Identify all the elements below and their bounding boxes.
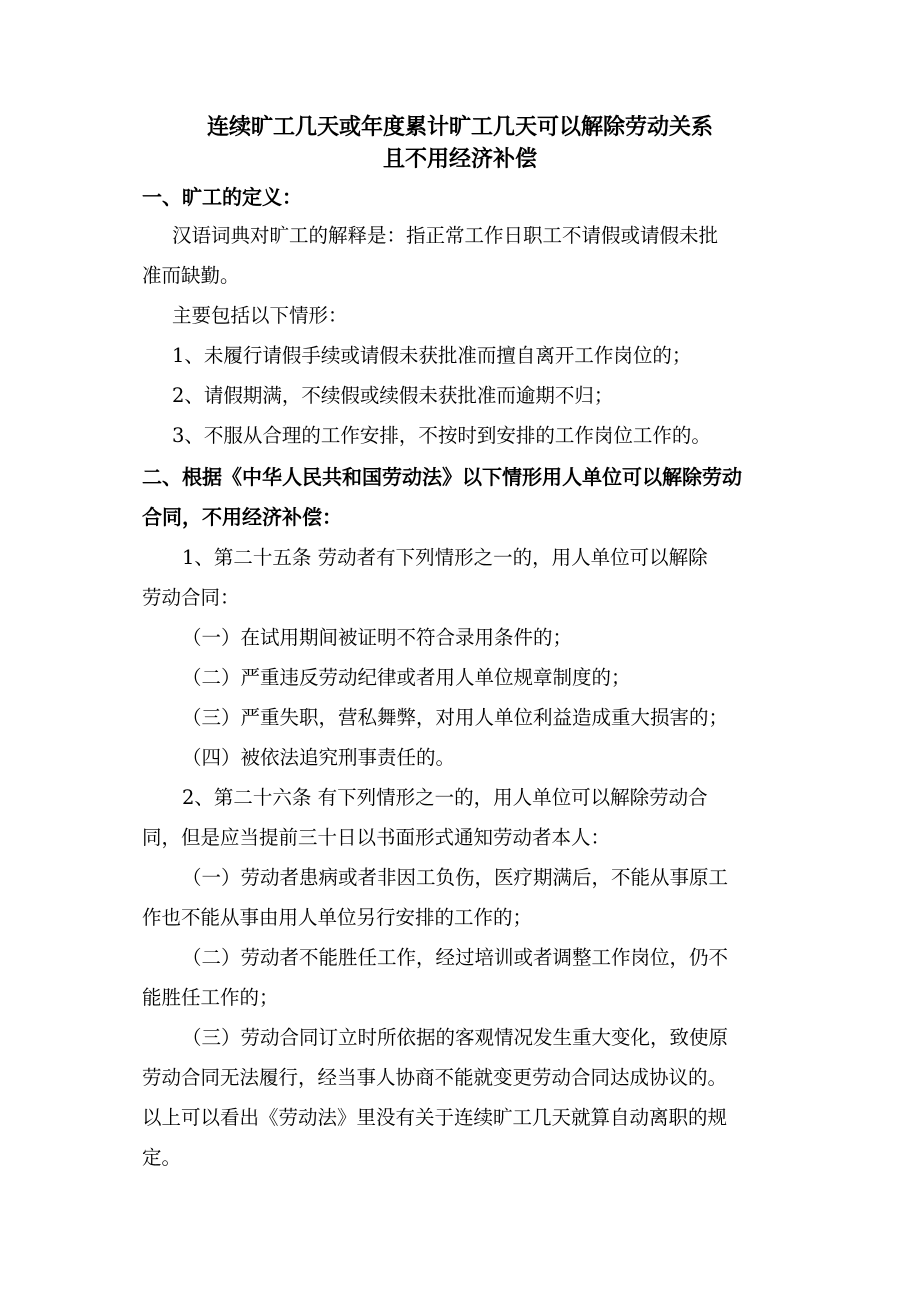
article26-item-1-line1: （一）劳动者患病或者非因工负伤，医疗期满后，不能从事原工 xyxy=(182,866,729,889)
situation-item-3: 3、不服从合理的工作安排，不按时到安排的工作岗位工作的。 xyxy=(172,424,711,447)
conclusion-line1: 以上可以看出《劳动法》里没有关于连续旷工几天就算自动离职的规 xyxy=(142,1106,728,1129)
article25-item-2: （二）严重违反劳动纪律或者用人单位规章制度的； xyxy=(182,666,631,689)
definition-line1: 汉语词典对旷工的解释是：指正常工作日职工不请假或请假未批 xyxy=(172,224,719,247)
situation-item-2: 2、请假期满，不续假或续假未获批准而逾期不归； xyxy=(172,384,614,407)
article25-item-3: （三）严重失职，营私舞弊，对用人单位利益造成重大损害的； xyxy=(182,706,729,729)
document-title-line2: 且不用经济补偿 xyxy=(382,147,537,172)
article26-item-3-line1: （三）劳动合同订立时所依据的客观情况发生重大变化，致使原 xyxy=(182,1026,729,1049)
article25-item-4: （四）被依法追究刑事责任的。 xyxy=(182,746,456,769)
section1-heading: 一、旷工的定义： xyxy=(142,185,302,209)
article25-item-1: （一）在试用期间被证明不符合录用条件的； xyxy=(182,626,573,649)
situations-intro: 主要包括以下情形： xyxy=(172,304,348,327)
conclusion-line2: 定。 xyxy=(142,1146,182,1169)
article26-line1: 2、第二十六条 有下列情形之一的，用人单位可以解除劳动合 xyxy=(182,786,708,809)
article26-item-2-line2: 能胜任工作的； xyxy=(142,986,279,1009)
article26-item-2-line1: （二）劳动者不能胜任工作，经过培训或者调整工作岗位，仍不 xyxy=(182,946,729,969)
article26-item-3-line2: 劳动合同无法履行，经当事人协商不能就变更劳动合同达成协议的。 xyxy=(142,1066,728,1089)
situation-item-1: 1、未履行请假手续或请假未获批准而擅自离开工作岗位的； xyxy=(172,344,692,367)
definition-line2: 准而缺勤。 xyxy=(142,264,240,287)
document-title-line1: 连续旷工几天或年度累计旷工几天可以解除劳动关系 xyxy=(206,115,713,140)
article26-line2: 同，但是应当提前三十日以书面形式通知劳动者本人： xyxy=(142,826,611,849)
article26-item-1-line2: 作也不能从事由用人单位另行安排的工作的； xyxy=(142,906,533,929)
section2-heading-line2: 合同，不用经济补偿： xyxy=(142,505,342,529)
article25-line1: 1、第二十五条 劳动者有下列情形之一的，用人单位可以解除 xyxy=(182,546,708,569)
section2-heading-line1: 二、根据《中华人民共和国劳动法》以下情形用人单位可以解除劳动 xyxy=(142,465,742,489)
article25-line2: 劳动合同： xyxy=(142,586,240,609)
